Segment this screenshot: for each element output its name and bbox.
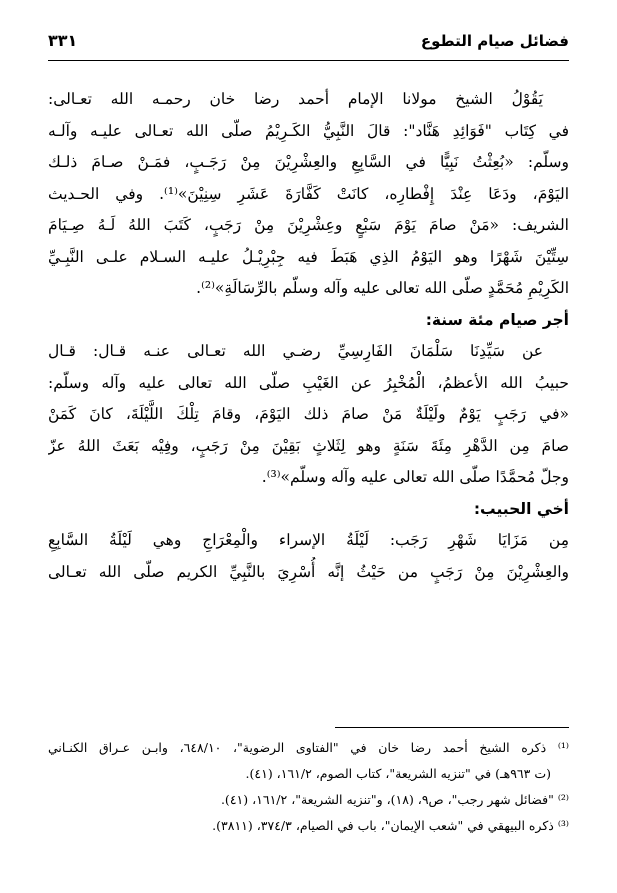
footnote: ⁽¹⁾ ذكره الشيخ أحمد رضا خان في "الفتاوى الرضوية"، ٦٤٨/١٠، وابـن عـراق الكنـاني xyxy=(48,740,569,755)
text-line: الشريف: «مَنْ صامَ يَوْمَ سَبْعٍ وعِشْرِيْنَ مِنْ رَجَبٍ، كَتَبَ اللهُ لَـهُ صِـيَامَ xyxy=(48,216,569,234)
header-rule xyxy=(48,60,569,61)
footnote: ⁽³⁾ ذكره البيهقي في "شعب الإيمان"، باب في الصيام، ٣٧٤/٣، (٣٨١١). xyxy=(212,818,569,833)
footnote-rule xyxy=(335,727,569,728)
page-number: ٣٣١ xyxy=(48,31,78,50)
section-heading: أجر صيام مئة سنة: xyxy=(425,310,569,329)
text-line: وجلّ مُحمَّدًا صلّى الله تعالى عليه وآله وسلّم»⁽³⁾. xyxy=(261,468,569,486)
main-text xyxy=(48,84,569,588)
text-line: والعِشْرِيْنَ مِنْ رَجَبٍ من حَيْثُ إنَّه أُسْرِيَ بالنَّبِيِّ الكريم صلّى الله تعـالى xyxy=(48,562,569,581)
text-line: سِتِّيْنَ شَهْرًا وهو اليَوْمُ الذِي هَبَطَ فيه جِبْرِيْـلُ عليـه السـلام علـى النَّبِـيِّ xyxy=(48,247,569,266)
text-line: مِن مَزَايَا شَهْرِ رَجَب: لَيْلَةُ الإسراء والْمِعْرَاجِ وهي لَيْلَةُ السَّابِعِ xyxy=(48,531,569,549)
footnotes xyxy=(48,735,569,839)
text-line: الكَرِيْمِ مُحَمَّدٍ صلّى الله تعالى عليه وآله وسلّم بالرِّسَالَةِ»⁽²⁾. xyxy=(196,279,569,297)
running-title: فضائل صيام التطوع xyxy=(420,32,569,50)
text-line: وسلّم: «بُعِثْتُ نَبِيًّا في السَّابِعِ والعِشْرِيْنَ مِنْ رَجَـبٍ، فمَـنْ صـامَ ذلـك xyxy=(48,153,569,171)
text-line: عن سَيِّدِنَا سَلْمَانَ الفَارِسِيِّ رضـي الله تعـالى عنـه قـال: قـال xyxy=(48,342,543,360)
text-line: صامَ مِن الدَّهْرِ مِئَةَ سَنَةٍ وهو لِثَلاثٍ بَقِيْنَ مِنْ رَجَبٍ، وفِيْه بَعَثَ اللهُ عزّ xyxy=(48,436,569,455)
text-line: في كِتَاب "فَوَائِدِ هَنَّاد": قالَ النَّبِيُّ الكَـرِيْمُ صلّى الله تعـالى عليـه وآلـه xyxy=(48,121,569,140)
running-header xyxy=(48,30,569,58)
text-line: «في رَجَبٍ يَوْمٌ ولَيْلَةٌ مَنْ صامَ ذلك اليَوْمَ، وقامَ تِلْكَ اللَّيْلَةَ، كانَ كَمَنْ xyxy=(48,405,569,423)
text-line: يَقُوْلُ الشيخ مولانا الإمام أحمد رضا خان رحمـه الله تعـالى: xyxy=(48,90,543,108)
footnote: ⁽²⁾ "فضائل شهر رجب"، ص٩، (١٨)، و"تنزيه الشريعة"، ١٦١/٢، (٤١). xyxy=(220,792,569,807)
text-line: اليَوْمَ، ودَعَا عِنْدَ إِفْطارِه، كانَتْ كَفَّارَةَ عَشَرِ سِنِيْنَ»⁽¹⁾. وفي الحـديث xyxy=(48,184,569,203)
footnote-continuation: (ت ٩٦٣هـ) في "تنزيه الشريعة"، كتاب الصوم، ١٦١/٢، (٤١). xyxy=(245,766,551,781)
text-line: حبيبُ الله الأعظمُ، الْمُخْبِرُ عن الغَيْبِ صلّى الله تعالى عليه وآله وسلّم: xyxy=(48,373,569,392)
section-heading: أخي الحبيب: xyxy=(473,499,569,518)
